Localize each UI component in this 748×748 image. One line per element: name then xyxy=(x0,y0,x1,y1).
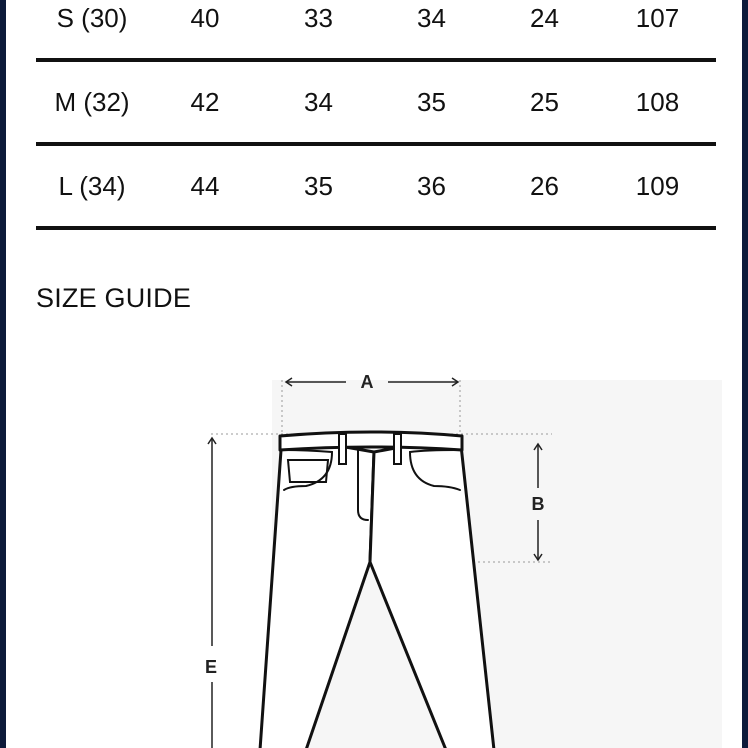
measure-e: 107 xyxy=(635,2,680,33)
measure-d: 26 xyxy=(530,170,559,201)
measure-b: 33 xyxy=(304,2,333,33)
belt-loop-right xyxy=(394,434,401,464)
measure-a: 40 xyxy=(190,2,220,33)
measure-a: 42 xyxy=(190,86,220,117)
measure-c: 34 xyxy=(417,2,446,33)
belt-loop-left xyxy=(339,434,346,464)
measure-d: 25 xyxy=(530,86,559,117)
pants-diagram xyxy=(6,360,742,748)
table-row xyxy=(36,146,716,230)
waistband xyxy=(280,432,462,450)
label-b: B xyxy=(531,494,545,514)
measure-e: 109 xyxy=(635,170,680,201)
size-chart-sheet xyxy=(6,0,742,748)
measure-b: 35 xyxy=(304,170,333,201)
size-label: M (32) xyxy=(54,86,130,117)
size-table xyxy=(36,0,716,230)
label-a: A xyxy=(360,372,374,392)
size-guide-title: SIZE GUIDE xyxy=(36,283,192,313)
measure-a: 44 xyxy=(190,170,220,201)
size-label: L (34) xyxy=(58,170,126,201)
size-label: S (30) xyxy=(56,2,128,33)
label-e: E xyxy=(204,657,218,677)
table-row xyxy=(36,62,716,146)
measure-e: 108 xyxy=(635,86,680,117)
measure-d: 24 xyxy=(530,2,559,33)
measure-b: 34 xyxy=(304,86,333,117)
table-row xyxy=(36,0,716,62)
measure-c: 36 xyxy=(417,170,446,201)
measure-c: 35 xyxy=(417,86,446,117)
